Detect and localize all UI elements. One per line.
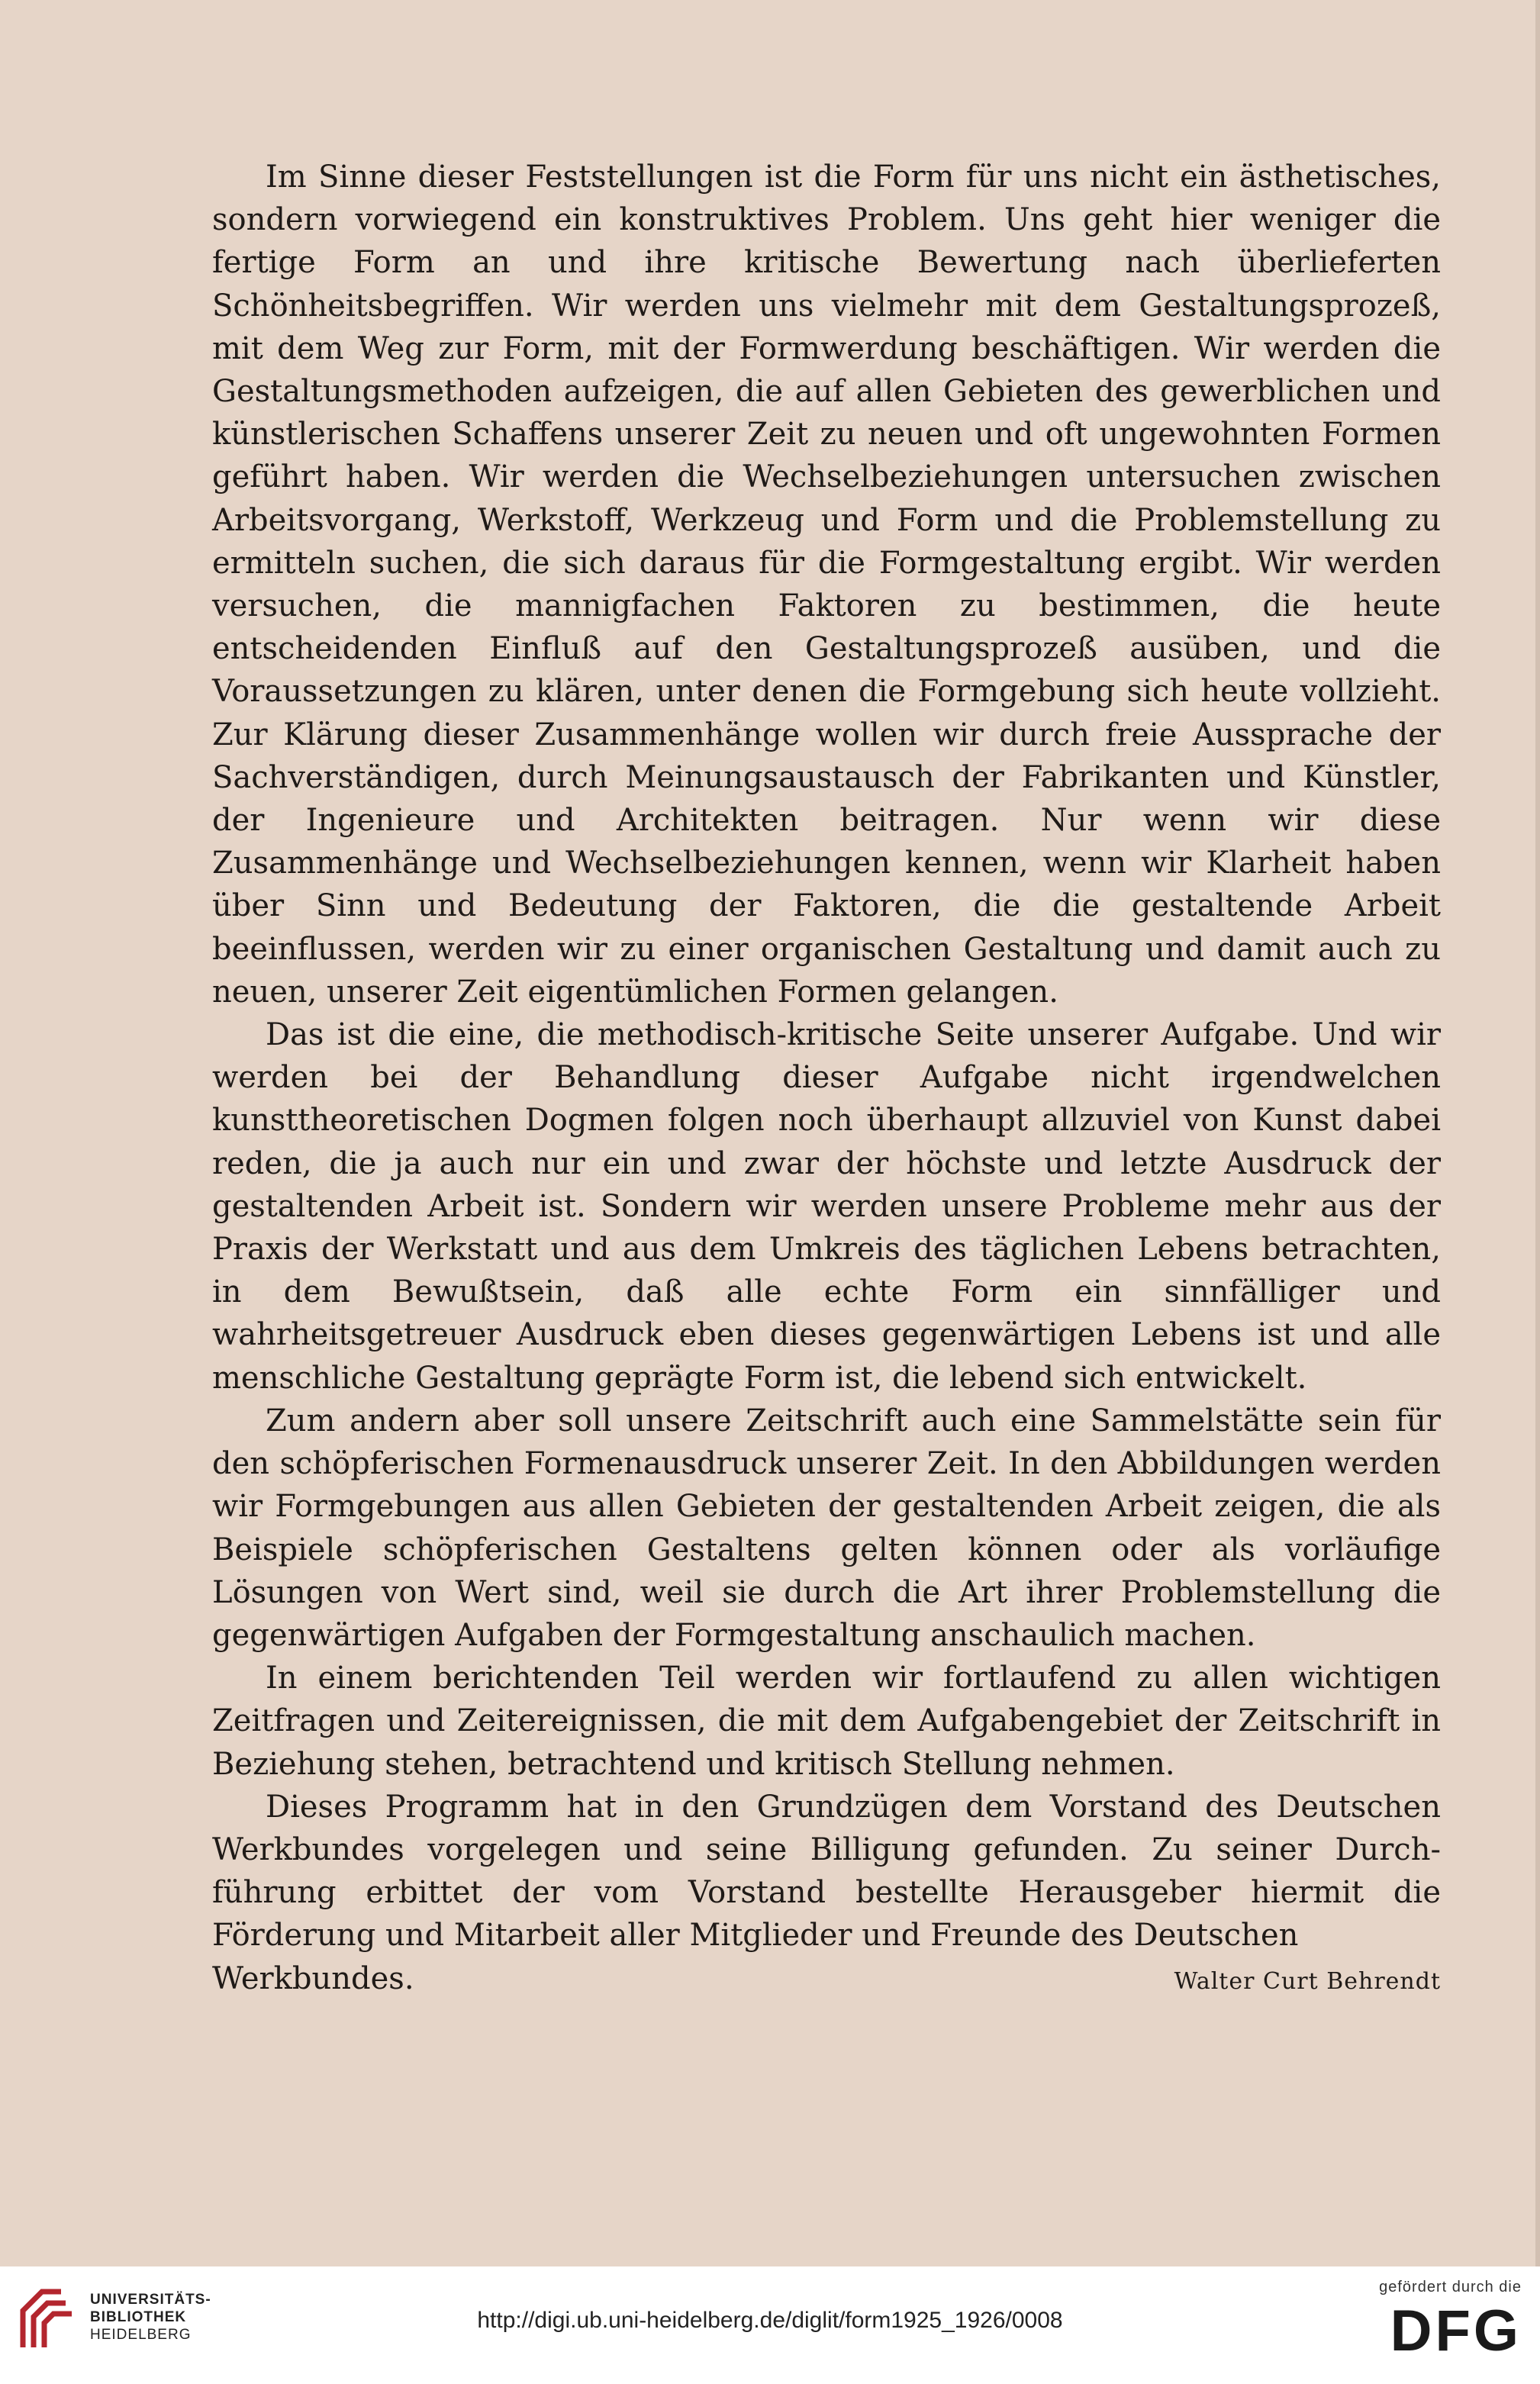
funding-caption: gefördert durch die <box>1379 2279 1522 2295</box>
paragraph-3: Zum andern aber soll unsere Zeitschrift auch eine Sammelstätte sein für den schöpferischen Formenausdruck unserer Zeit. In den Abbildungen werden wir Formgebungen aus allen Gebieten der gestaltenden Arbeit zeigen, die als Beispiele schöpferischen Gestaltens gelten können oder als vorläufige Lösungen von Wert sind, weil sie durch die Art ihrer Problemstellung die gegenwärtigen Aufgaben der Formgestaltung anschaulich machen. <box>212 1403 1441 1653</box>
closing-word: Werkbundes. <box>212 1960 414 1996</box>
author-signature: Walter Curt Behrendt <box>1174 1967 1441 1995</box>
permalink-url[interactable]: http://digi.ub.uni-heidelberg.de/diglit/form1925_1926/0008 <box>477 2308 1063 2333</box>
funding-logo[interactable] <box>1379 2279 1522 2362</box>
body-text <box>212 156 1441 2003</box>
paragraph-2: Das ist die eine, die methodisch-kritische Seite unserer Aufgabe. Und wir werden bei der Behandlung dieser Aufgabe nicht irgendwelchen kunsttheoretischen Dogmen folgen noch überhaupt allzuviel von Kunst dabei reden, die ja auch nur ein und zwar der höchste und letzte Ausdruck der gestaltenden Arbeit ist. Sondern wir werden unsere Probleme mehr aus der Praxis der Werkstatt und aus dem Umkreis des täglichen Lebens betrachten, in dem Bewußtsein, daß alle echte Form ein sinnfälliger und wahrheitsgetreuer Ausdruck eben dieses gegenwärtigen Lebens ist und alle menschliche Gestaltung geprägte Form ist, die lebend sich entwickelt. <box>212 1017 1441 1396</box>
library-name-line-1: UNIVERSITÄTS- <box>90 2291 211 2308</box>
dfg-logo-icon: DFG <box>1390 2299 1522 2363</box>
page-footer <box>0 2266 1540 2384</box>
library-name-line-2: BIBLIOTHEK <box>90 2308 187 2325</box>
paragraph-4: In einem berichtenden Teil werden wir fortlaufend zu allen wichtigen Zeitfragen und Zeitereignissen, die mit dem Aufgabengebiet der Zeitschrift in Beziehung stehen, betrachtend und kritisch Stellung nehmen. <box>212 1661 1441 1782</box>
closing-line <box>212 1957 1441 2003</box>
library-name-line-3: HEIDELBERG <box>90 2326 192 2343</box>
paragraph-1: Im Sinne dieser Feststellungen ist die Form für uns nicht ein ästhetisches, sondern vorwiegend ein konstruktives Problem. Uns geht hier weniger die fertige Form an und ihre kritische Bewertung nach überlieferten Schönheitsbegriffen. Wir werden uns vielmehr mit dem Gestaltungsprozeß, mit dem Weg zur Form, mit der Formwerdung beschäftigen. Wir werden die Gestaltungsmethoden aufzeigen, die auf allen Gebieten des gewerblichen und künstlerischen Schaffens unserer Zeit zu neuen und oft ungewohnten Formen geführt haben. Wir werden die Wechselbeziehungen untersuchen zwischen Arbeitsvorgang, Werkstoff, Werkzeug und Form und die Problemstellung zu ermitteln suchen, die sich daraus für die Formgestaltung ergibt. Wir werden versuchen, die mannigfachen Faktoren zu bestimmen, die heute entscheidenden Einfluß auf den Gestaltungsprozeß ausüben, und die Voraussetzungen zu klären, unter denen die Formgebung sich heute vollzieht. Zur Klärung dieser Zusammenhänge wollen wir durch freie Aussprache der Sachverständigen, durch Meinungsaustausch der Fabrikanten und Künstler, der Ingenieure und Architekten beitragen. Nur wenn wir diese Zusammenhänge und Wechselbeziehungen kennen, wenn wir Klarheit haben über Sinn und Bedeutung der Faktoren, die die gestaltende Arbeit beeinflussen, werden wir zu einer organischen Gestaltung und damit auch zu neuen, unserer Zeit eigentümlichen Formen gelangen. <box>212 159 1441 1010</box>
paragraph-5: Dieses Programm hat in den Grundzügen dem Vorstand des Deutschen Werkbundes vorgelegen und seine Billigung gefunden. Zu seiner Durchführung erbittet der vom Vorstand bestellte Herausgeber hiermit die Förderung und Mitarbeit aller Mitglieder und Freunde des Deutschen <box>212 1789 1441 1954</box>
